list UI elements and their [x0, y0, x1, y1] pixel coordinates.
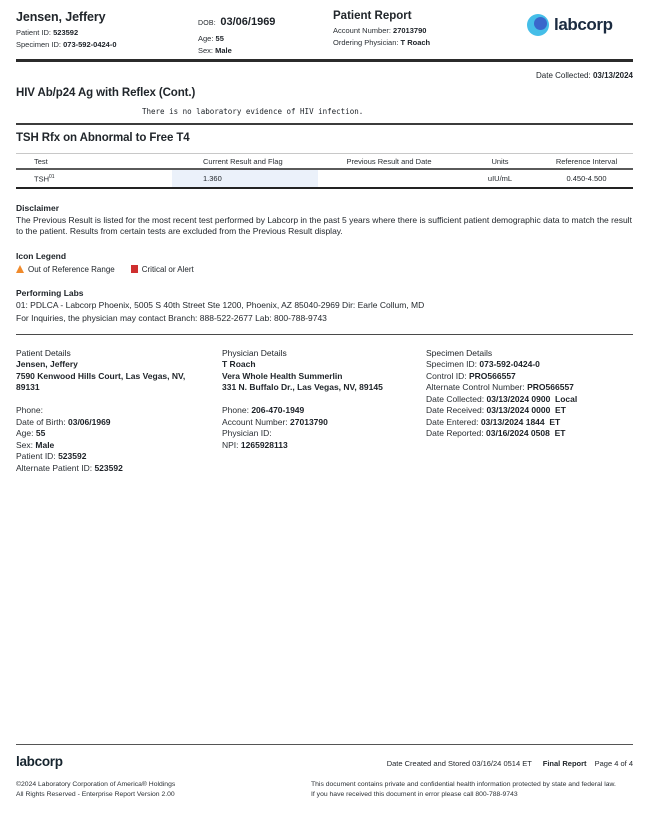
confidential-line2: If you have received this document in error please call 800-788-9743 — [311, 790, 518, 798]
specimen-id-value: 073-592-0424-0 — [63, 40, 117, 49]
patient-field-patient-id: Patient ID: 523592 — [16, 451, 87, 461]
footer-divider — [16, 744, 633, 745]
dob-label: DOB: — [198, 20, 216, 27]
col-header-test: Test — [34, 157, 48, 166]
report-title: Patient Report — [333, 10, 412, 22]
previous-result-cell — [318, 169, 460, 188]
specimen-id-label: Specimen ID: — [16, 40, 62, 49]
test-lab-superscript: 01 — [49, 173, 55, 180]
col-header-previous-result: Previous Result and Date — [346, 157, 432, 166]
patient-details-column — [16, 348, 222, 475]
footer-main-row — [16, 754, 633, 769]
test-name: TSH — [34, 174, 49, 183]
sex-line — [198, 46, 333, 55]
details-divider — [16, 334, 633, 335]
inquiries-line: For Inquiries, the physician may contact Branch: 888-522-2677 Lab: 800-788-9743 — [16, 312, 327, 323]
footer-meta-line — [387, 759, 633, 768]
physician-field-account: Account Number: 27013790 — [222, 416, 328, 427]
patient-field-phone: Phone: — [16, 405, 43, 415]
specimen-field-control-id: Control ID: PRO566557 — [426, 370, 516, 381]
specimen-field-date-received: Date Received: 03/13/2024 0000 ET — [426, 405, 566, 415]
col-header-reference-interval: Reference Interval — [555, 157, 618, 166]
test-name-cell — [16, 169, 172, 188]
specimen-details-column — [426, 348, 633, 475]
physician-address: 331 N. Buffalo Dr., Las Vegas, NV, 89145 — [222, 382, 383, 392]
copyright-line2: All Rights Reserved - Enterprise Report Version 2.00 — [16, 790, 175, 798]
critical-alert-square-icon — [131, 265, 138, 274]
reference-interval-cell: 0.450-4.500 — [566, 173, 607, 183]
header-divider — [16, 59, 633, 62]
header-report-block — [333, 10, 527, 47]
specimen-field-date-collected: Date Collected: 03/13/2024 0900 Local — [426, 393, 578, 404]
physician-name: T Roach — [222, 359, 256, 369]
spacer — [16, 394, 208, 406]
header-patient-block — [16, 10, 198, 49]
footer-labcorp-wordmark: labcorp — [16, 754, 63, 769]
date-collected-line — [16, 71, 633, 80]
age-line — [198, 34, 333, 43]
units-cell: uIU/mL — [487, 173, 513, 183]
patient-field-age: Age: 55 — [16, 428, 46, 438]
copyright-line1: ©2024 Laboratory Corporation of America® Holdings — [16, 781, 176, 788]
physician-details-column — [222, 348, 426, 475]
date-collected-value: 03/13/2024 — [592, 71, 633, 80]
date-created-value: 03/16/24 0514 ET — [470, 759, 532, 768]
ordering-physician-line — [333, 38, 527, 47]
patient-field-sex: Sex: Male — [16, 439, 55, 450]
patient-id-line — [16, 28, 198, 37]
patient-name: Jensen, Jeffery — [16, 10, 106, 24]
hiv-section-divider — [16, 123, 633, 125]
patient-address-line2: 89131 — [16, 382, 40, 392]
confidential-line1: This document contains private and confidential health information protected by state and federal law. — [311, 781, 616, 788]
labcorp-logo-inner-dot — [534, 17, 547, 30]
footer-confidential-block — [311, 780, 633, 799]
specimen-id-line — [16, 40, 198, 49]
disclaimer-title: Disclaimer — [16, 202, 59, 213]
out-of-range-triangle-icon — [16, 265, 24, 273]
dob-value: 03/06/1969 — [220, 16, 276, 28]
age-value: 55 — [215, 33, 224, 43]
current-result-cell: 1.360 — [172, 169, 318, 188]
patient-details-name: Jensen, Jeffery — [16, 359, 78, 369]
date-created-label: Date Created and Stored — [386, 759, 471, 768]
specimen-field-specimen-id: Specimen ID: 073-592-0424-0 — [426, 359, 540, 369]
header-demographics-block — [198, 10, 333, 55]
dob-line — [198, 12, 333, 30]
specimen-field-date-entered: Date Entered: 03/13/2024 1844 ET — [426, 416, 561, 427]
disclaimer-text: The Previous Result is listed for the most recent test performed by Labcorp in the past 5 years where there is sufficient patient demographic data to match the result to the patient. Results from certain tests are excluded from the Previous Result display. — [16, 214, 632, 236]
report-header — [16, 10, 633, 55]
out-of-range-label: Out of Reference Range — [28, 264, 115, 274]
results-table-header-row — [16, 154, 633, 170]
report-footer — [16, 744, 633, 799]
specimen-details-title: Specimen Details — [426, 347, 493, 358]
specimen-field-date-reported: Date Reported: 03/16/2024 0508 ET — [426, 428, 566, 438]
performing-labs-title: Performing Labs — [16, 287, 84, 298]
patient-field-dob: Date of Birth: 03/06/1969 — [16, 416, 111, 427]
hiv-result-note: There is no laboratory evidence of HIV infection. — [142, 107, 364, 116]
sex-value: Male — [215, 46, 232, 55]
icon-legend-title: Icon Legend — [16, 250, 67, 261]
patient-id-value: 523592 — [53, 27, 79, 37]
sex-label: Sex: — [198, 46, 214, 55]
page-number: Page 4 of 4 — [594, 759, 633, 768]
specimen-field-alt-control: Alternate Control Number: PRO566557 — [426, 382, 574, 392]
col-header-units: Units — [491, 157, 509, 166]
patient-id-label: Patient ID: — [16, 27, 52, 37]
labcorp-logo-text: labcorp — [554, 15, 613, 34]
footer-copyright-block — [16, 780, 311, 799]
tsh-section-title: TSH Rfx on Abnormal to Free T4 — [16, 132, 190, 144]
account-label: Account Number: — [333, 25, 391, 35]
physician-field-physician-id: Physician ID: — [222, 428, 272, 438]
patient-details-title: Patient Details — [16, 347, 71, 358]
account-line — [333, 26, 527, 35]
physician-details-title: Physician Details — [222, 347, 287, 358]
icon-legend-row — [16, 265, 633, 274]
final-report-label: Final Report — [542, 759, 587, 768]
patient-address-line1: 7590 Kenwood Hills Court, Las Vegas, NV, — [16, 370, 186, 381]
physician-org: Vera Whole Health Summerlin — [222, 370, 343, 381]
patient-field-alt-patient-id: Alternate Patient ID: 523592 — [16, 462, 123, 473]
ordering-physician-value: T Roach — [400, 38, 431, 47]
labcorp-logo-icon — [527, 14, 549, 36]
col-header-current-result: Current Result and Flag — [203, 157, 283, 166]
details-section — [16, 348, 633, 475]
date-collected-label: Date Collected: — [536, 71, 591, 80]
table-row — [16, 169, 633, 188]
age-label: Age: — [198, 33, 214, 43]
physician-field-phone: Phone: 206-470-1949 — [222, 405, 305, 415]
physician-field-npi: NPI: 1265928113 — [222, 439, 288, 450]
critical-alert-label: Critical or Alert — [141, 264, 194, 274]
hiv-section-title: HIV Ab/p24 Ag with Reflex (Cont.) — [16, 87, 196, 99]
performing-lab-line: 01: PDLCA - Labcorp Phoenix, 5005 S 40th Street Ste 1200, Phoenix, AZ 85040-2969 Dir: Earle Collum, MD — [16, 299, 425, 310]
footer-legal-row — [16, 780, 633, 799]
spacer — [222, 394, 416, 406]
results-table — [16, 153, 633, 189]
labcorp-logo — [527, 10, 633, 36]
account-value: 27013790 — [393, 25, 427, 35]
ordering-physician-label: Ordering Physician: — [333, 38, 399, 47]
